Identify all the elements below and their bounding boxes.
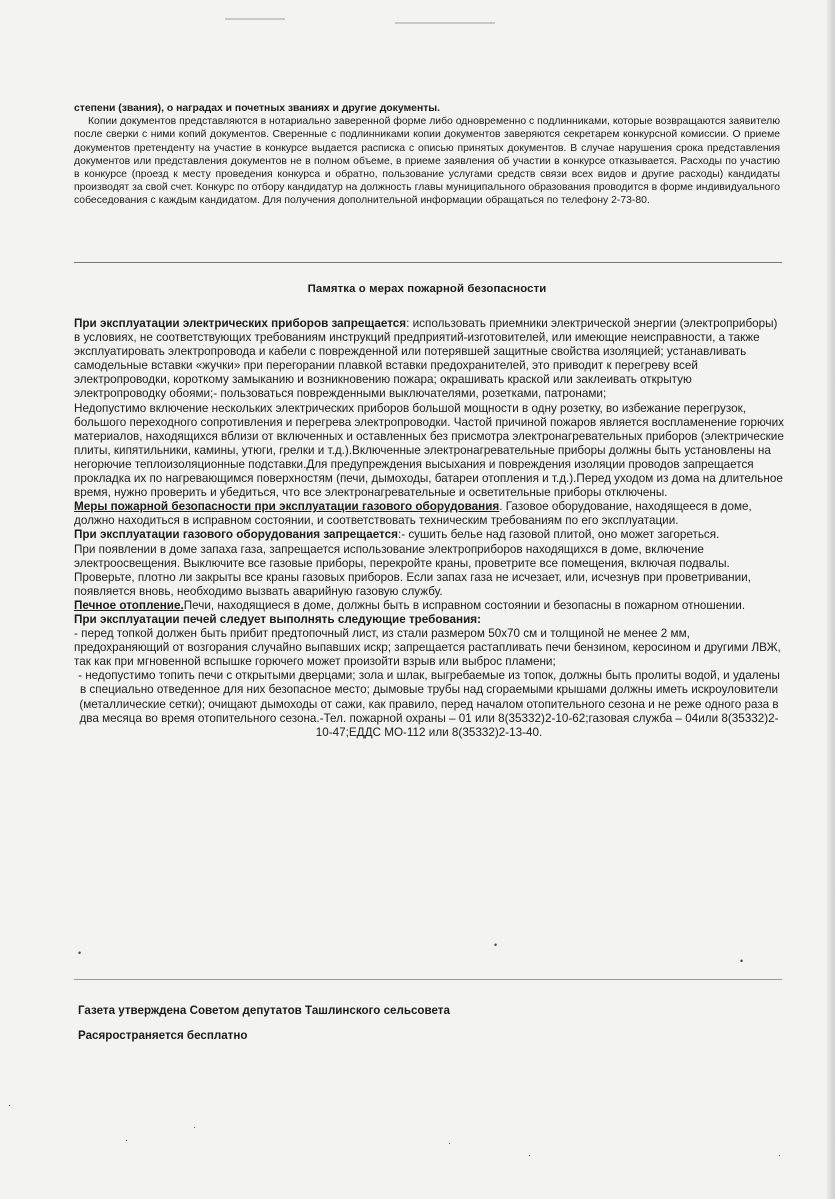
scan-dot: · — [193, 1122, 196, 1132]
divider — [74, 979, 782, 980]
divider — [74, 262, 782, 263]
memo-title: Памятка о мерах пожарной безопасности — [307, 283, 547, 295]
scan-smudge — [225, 18, 285, 20]
scan-dot: · — [778, 1150, 781, 1160]
intro-paragraph: Копии документов представляются в нотариально заверенной форме либо одновременно с подлинниками, которые возвращаются заявителю после сверки с ними копий документов. Сверенные с подлинниками копии документов заверяются секретарем конкурсной комиссии. О приеме документов претенденту на участие в конкурсе выдается расписка с описью принятых документов. В случае нарушения срока представления документов или представления документов не в полном объеме, в приеме заявления об участии в конкурсе отказывается. Расходы по участию в конкурсе (проезд к месту проведения конкурса и обратно, пользование услугами средств связи всех видов и другие расходы) кандидаты производят за свой счет. Конкурс по отбору кандидатур на должность главы муниципального образования проводится в форме индивидуального собеседования с каждым кандидатом. Для получения дополнительной информации обращаться по телефону 2-73-80. — [74, 116, 780, 207]
memo-text: Печи, находящиеся в доме, должны быть в исправном состоянии и безопасны в пожарном отношении. — [183, 598, 746, 612]
scan-dot: • — [78, 948, 82, 958]
memo-body — [74, 317, 784, 740]
scan-smudge — [395, 22, 495, 24]
memo-paragraph: - недопустимо топить печи с открытыми дверцами; зола и шлак, выгребаемые из топок, должны быть пролиты водой, и удалены в специально отведенное для них безопасное место; дымовые трубы над сгораемыми крышами должны иметь искроуловители (металлические сетки); очищают дымоходы от сажи, как правило, перед началом отопительного сезона и не реже одного раза в два месяца во время отопительного сезона.-Тел. пожарной охраны – 01 или 8(35332)2-10-62;газовая служба – 04или 8(35332)2-10-47;ЕДДС МО-112 или 8(35332)2-13-40. — [78, 669, 780, 739]
memo-heading: При эксплуатации печей следует выполнять следующие требования: — [74, 612, 481, 626]
memo-heading: Печное отопление. — [74, 598, 184, 612]
memo-paragraph — [74, 599, 784, 613]
memo-paragraph — [74, 500, 784, 528]
footer-approved: Газета утверждена Советом депутатов Ташлинского сельсовета — [78, 1004, 450, 1017]
memo-text: : использовать приемники электрической энергии (электроприборы) в условиях, не соответствующих требованиям инструкций предприятий-изготовителей, или имеющие неисправности, а также эксплуатировать электропровода и кабели с поврежденной или потерявшей защитные свойства изоляцией; устанавливать самодельные вставки «жучки» при перегорании плавкой вставки предохранителей, это приводит к перегреву всей электропроводки, короткому замыканию и возникновению пожара; окрашивать краской или заклеивать открытую электропроводку обоями;- пользоваться поврежденными выключателями, розетками, патронами; — [74, 317, 778, 401]
scan-dot: · — [8, 1100, 11, 1110]
memo-paragraph: - перед топкой должен быть прибит предтопочный лист, из стали размером 50х70 см и толщиной не менее 2 мм, предохраняющий от возгорания случайно выпавших искр; запрещается растапливать печи бензином, керосином и другими ЛВЖ, так как при мгновенной вспышке горючего может произойти взрыв или выброс пламени; — [74, 627, 781, 669]
footer-distribution: Расяространяется бесплатно — [78, 1029, 248, 1042]
scan-dot: • — [740, 956, 744, 966]
scan-dot: · — [448, 1138, 451, 1148]
scan-dot: · — [125, 1135, 128, 1145]
page-edge-shadow — [827, 0, 835, 1199]
memo-heading: Меры пожарной безопасности при эксплуатации газового оборудования — [74, 500, 500, 514]
memo-text: . Газовое оборудование, находящееся в доме, должно находиться в исправном состоянии, и соответствовать техническим требованиям по его эксплуатации. — [74, 500, 752, 528]
memo-paragraph: При появлении в доме запаха газа, запрещается использование электроприборов находящихся в доме, включение электроосвещения. Выключите все газовые приборы, перекройте краны, проветрите все помещения, включая подвалы. Проверьте, плотно ли закрыты все краны газовых приборов. Если запах газа не исчезает, или, исчезнув при проветривании, появляется вновь, необходимо вызвать аварийную газовую службу. — [74, 542, 751, 598]
intro-section — [74, 102, 780, 208]
memo-text: :- сушить белье над газовой плитой, оно может загореться. — [397, 528, 720, 542]
memo-paragraph — [74, 528, 784, 542]
scan-dot: • — [494, 940, 498, 950]
memo-heading: При эксплуатации газового оборудования запрещается — [74, 528, 398, 542]
intro-first-line: степени (звания), о наградах и почетных званиях и другие документы. — [74, 103, 441, 114]
memo-paragraph: Недопустимо включение нескольких электрических приборов большой мощности в одну розетку, во избежание перегрузок, большого переходного сопротивления и перегрева электропроводки. Частой причиной пожаров является воспламенение горючих материалов, находящихся вблизи от включенных и оставленных без присмотра электронагревательных приборов (электрические плиты, кипятильники, камины, утюги, грелки и т.д.).Включенные электронагревательные приборы должны быть установлены на негорючие теплоизоляционные подставки.Для предупреждения высыхания и повреждения изоляции проводов запрещается прокладка их по нагревающимся поверхностям (печи, дымоходы, батареи отопления и т.д.).Перед уходом из дома на длительное время, нужно проверить и убедиться, что все электронагревательные и осветительные приборы отключены. — [74, 401, 784, 500]
memo-heading: При эксплуатации электрических приборов запрещается — [74, 317, 407, 330]
memo-paragraph — [74, 317, 784, 402]
scan-dot: · — [528, 1150, 531, 1160]
